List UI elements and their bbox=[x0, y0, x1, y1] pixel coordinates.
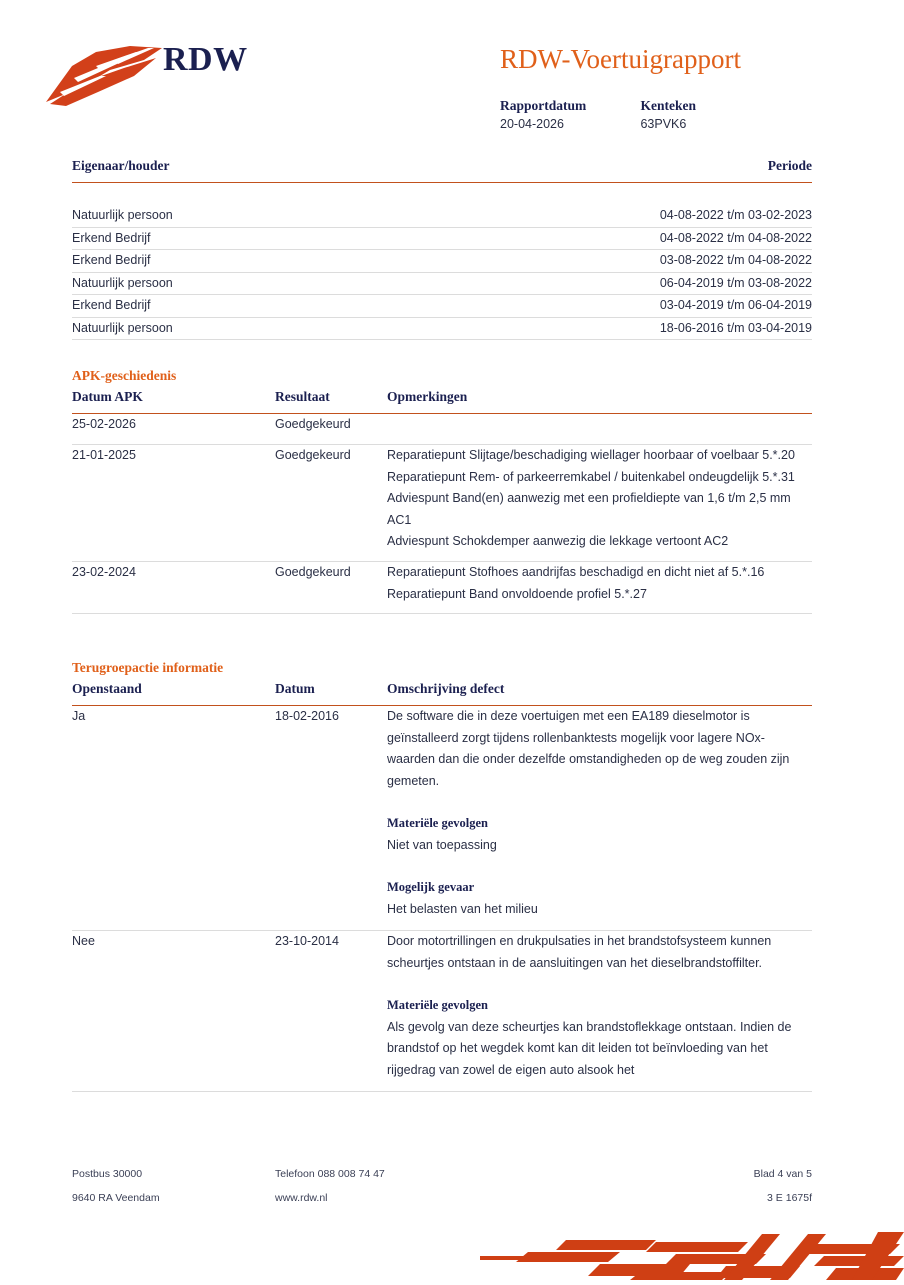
owner-period: 03-08-2022 t/m 04-08-2022 bbox=[659, 253, 812, 267]
report-date-block bbox=[500, 97, 636, 134]
owner-period: 03-04-2019 t/m 06-04-2019 bbox=[659, 298, 812, 312]
recall-defect-text: De software die in deze voertuigen met een EA189 dieselmotor is geïnstalleerd zorgt tijdens rollenbanktests mogelijk voor lagere NOx-waarden dan die onder dezelfde omstandigheden op de weg zouden zijn gemeten. bbox=[387, 709, 790, 788]
owner-period: 06-04-2019 t/m 03-08-2022 bbox=[659, 275, 812, 290]
page-title: RDW-Voertuigrapport bbox=[500, 44, 741, 74]
recall-material-consequences-label: Materiële gevolgen bbox=[387, 998, 488, 1012]
table-row bbox=[72, 205, 812, 228]
table-row bbox=[72, 414, 812, 445]
apk-remarks-column-header: Opmerkingen bbox=[387, 389, 468, 404]
apk-section bbox=[72, 368, 812, 614]
rdw-wordmark: RDW bbox=[163, 41, 248, 78]
plate-value: 63PVK6 bbox=[640, 117, 687, 131]
owner-table-body bbox=[72, 205, 812, 340]
apk-remarks bbox=[387, 445, 812, 553]
apk-remark-line: Adviespunt Schokdemper aanwezig die lekkage vertoont AC2 bbox=[387, 534, 729, 548]
owner-type: Erkend Bedrijf bbox=[72, 230, 151, 245]
apk-remark-line: Reparatiepunt Rem- of parkeerremkabel / buitenkabel ondeugdelijk 5.*.31 bbox=[387, 469, 795, 484]
report-date-label: Rapportdatum bbox=[500, 98, 587, 113]
plate-label: Kenteken bbox=[640, 98, 696, 113]
apk-remark-line: Reparatiepunt Stofhoes aandrijfas beschadigd en dicht niet af 5.*.16 bbox=[387, 565, 765, 579]
recall-defect-description bbox=[387, 931, 812, 1081]
recall-defect-column-header: Omschrijving defect bbox=[387, 681, 505, 696]
recall-open-column-header: Openstaand bbox=[72, 681, 142, 696]
apk-remarks bbox=[387, 562, 812, 605]
owner-type: Natuurlijk persoon bbox=[72, 320, 173, 335]
recall-table-body bbox=[72, 706, 812, 1092]
report-date-value: 20-04-2026 bbox=[500, 117, 564, 131]
table-row bbox=[72, 318, 812, 341]
apk-date-column-header: Datum APK bbox=[72, 389, 143, 404]
apk-result: Goedgekeurd bbox=[275, 448, 351, 462]
apk-date: 23-02-2024 bbox=[72, 565, 136, 579]
plate-block bbox=[640, 97, 696, 134]
report-meta bbox=[500, 97, 860, 134]
recall-possible-danger-label: Mogelijk gevaar bbox=[387, 880, 475, 894]
recall-defect-description bbox=[387, 706, 812, 920]
apk-date: 21-01-2025 bbox=[72, 448, 136, 462]
footer-page-number: Blad 4 van 5 bbox=[753, 1168, 812, 1180]
recall-possible-danger-text: Het belasten van het milieu bbox=[387, 901, 538, 916]
table-row bbox=[72, 273, 812, 296]
apk-table-body bbox=[72, 414, 812, 614]
owner-table-header bbox=[72, 158, 812, 183]
recall-date: 23-10-2014 bbox=[275, 934, 339, 948]
table-row bbox=[72, 931, 812, 1092]
table-row bbox=[72, 295, 812, 318]
apk-remark-line: Reparatiepunt Slijtage/beschadiging wiellager hoorbaar of voelbaar 5.*.20 bbox=[387, 448, 795, 462]
recall-section bbox=[72, 660, 812, 1092]
recall-section-title: Terugroepactie informatie bbox=[72, 660, 224, 675]
owner-type: Natuurlijk persoon bbox=[72, 208, 173, 222]
apk-table-header bbox=[72, 389, 812, 414]
apk-result: Goedgekeurd bbox=[275, 565, 351, 579]
owner-section bbox=[72, 158, 812, 340]
footer-form-code: 3 E 1675f bbox=[767, 1192, 812, 1204]
apk-date: 25-02-2026 bbox=[72, 417, 136, 431]
recall-open-status: Ja bbox=[72, 709, 86, 723]
recall-material-consequences-label: Materiële gevolgen bbox=[387, 816, 488, 830]
recall-defect-text: Door motortrillingen en drukpulsaties in het brandstofsysteem kunnen scheurtjes ontstaan in de aansluitingen van het dieselbrandstoffilter. bbox=[387, 934, 772, 970]
owner-type: Natuurlijk persoon bbox=[72, 275, 173, 290]
recall-open-status: Nee bbox=[72, 934, 95, 948]
rdw-feather-logo-icon bbox=[44, 42, 166, 108]
table-row bbox=[72, 445, 812, 562]
document-header bbox=[0, 0, 904, 150]
footer-postbus: Postbus 30000 bbox=[72, 1168, 143, 1180]
owner-period: 18-06-2016 t/m 03-04-2019 bbox=[659, 320, 812, 335]
footer-city: 9640 RA Veendam bbox=[72, 1192, 160, 1204]
table-row bbox=[72, 562, 812, 614]
table-row bbox=[72, 706, 812, 931]
table-row bbox=[72, 228, 812, 251]
apk-remark-line: Reparatiepunt Band onvoldoende profiel 5.*.27 bbox=[387, 586, 647, 601]
recall-table-header bbox=[72, 681, 812, 706]
footer-row-1 bbox=[72, 1168, 812, 1192]
owner-period: 04-08-2022 t/m 04-08-2022 bbox=[659, 230, 812, 245]
recall-date-column-header: Datum bbox=[275, 681, 315, 696]
owner-column-header: Eigenaar/houder bbox=[72, 158, 170, 173]
apk-result: Goedgekeurd bbox=[275, 417, 351, 431]
footer-phone: Telefoon 088 008 74 47 bbox=[275, 1168, 385, 1180]
recall-material-consequences-text: Als gevolg van deze scheurtjes kan brandstoflekkage ontstaan. Indien de brandstof op het wegdek komt kan dit leiden tot beïnvloeding van het rijgedrag van zowel de eigen auto alsook het bbox=[387, 1019, 792, 1077]
owner-type: Erkend Bedrijf bbox=[72, 253, 151, 267]
apk-remarks bbox=[387, 414, 812, 436]
apk-section-title: APK-geschiedenis bbox=[72, 368, 177, 383]
table-row bbox=[72, 250, 812, 273]
footer-website[interactable]: www.rdw.nl bbox=[275, 1192, 328, 1204]
apk-result-column-header: Resultaat bbox=[275, 389, 330, 404]
document-footer bbox=[72, 1168, 812, 1216]
period-column-header: Periode bbox=[767, 158, 812, 173]
decorative-stripes-graphic bbox=[480, 1210, 904, 1280]
recall-material-consequences-text: Niet van toepassing bbox=[387, 837, 497, 852]
recall-date: 18-02-2016 bbox=[275, 709, 339, 723]
owner-type: Erkend Bedrijf bbox=[72, 298, 151, 312]
owner-period: 04-08-2022 t/m 03-02-2023 bbox=[659, 208, 812, 222]
apk-remark-line: Adviespunt Band(en) aanwezig met een profieldiepte van 1,6 t/m 2,5 mm AC1 bbox=[387, 491, 791, 527]
